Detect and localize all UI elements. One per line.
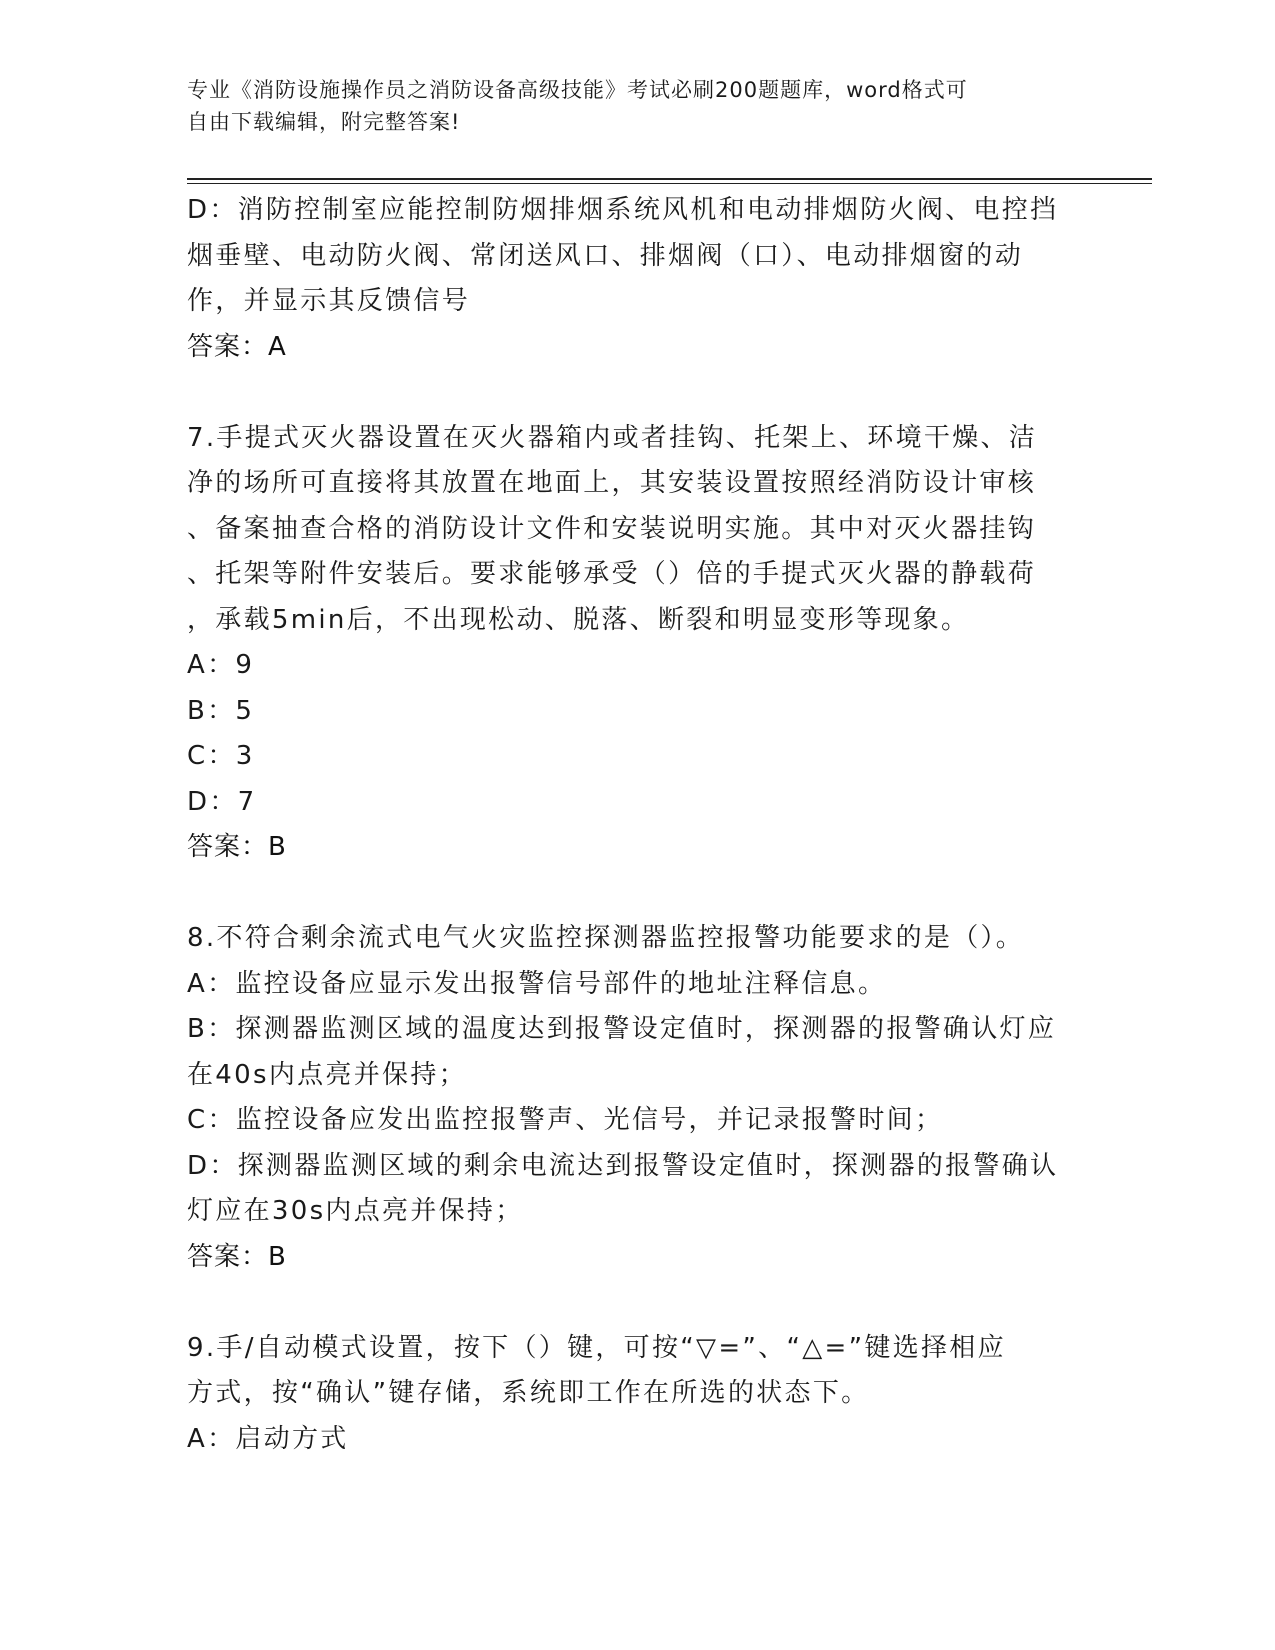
question-stem-line: 、托架等附件安装后。要求能够承受（）倍的手提式灭火器的静载荷 (187, 559, 1037, 589)
option-d: D：探测器监测区域的剩余电流达到报警设定值时，探测器的报警确认 (187, 1150, 1059, 1181)
option-b: B：5 (187, 695, 255, 726)
page-header (187, 74, 1067, 138)
question-stem-line: 9.手/自动模式设置，按下（）键，可按“▽=”、“△=”键选择相应 (187, 1332, 1006, 1363)
option-b-continued: 在40s内点亮并保持； (187, 1059, 467, 1090)
answer-7: 答案：B (187, 832, 287, 862)
option-a: A：监控设备应显示发出报警信号部件的地址注释信息。 (187, 968, 887, 999)
header-line-1: 专业《消防设施操作员之消防设备高级技能》考试必刷200题题库，word格式可 (187, 78, 968, 102)
question-stem-line: 方式，按“确认”键存储，系统即工作在所选的状态下。 (187, 1378, 870, 1408)
option-c: C：3 (187, 741, 255, 771)
option-a: A：启动方式 (187, 1423, 349, 1454)
question-6 (187, 188, 1077, 370)
question-stem-line: 7.手提式灭火器设置在灭火器箱内或者挂钩、托架上、环境干燥、洁 (187, 422, 1038, 453)
question-stem-line: 、备案抽查合格的消防设计文件和安装说明实施。其中对灭火器挂钩 (187, 513, 1037, 544)
spacer (187, 871, 1077, 917)
answer-6: 答案：A (187, 331, 287, 362)
header-line-2: 自由下载编辑，附完整答案! (187, 110, 461, 134)
option-b: B：探测器监测区域的温度达到报警设定值时，探测器的报警确认灯应 (187, 1014, 1057, 1044)
question-9 (187, 1326, 1077, 1463)
question-8 (187, 916, 1077, 1280)
option-a: A：9 (187, 650, 255, 680)
spacer (187, 370, 1077, 416)
question-7 (187, 416, 1077, 871)
option-d-continued: 灯应在30s内点亮并保持； (187, 1196, 524, 1226)
question-list (187, 188, 1077, 1462)
spacer (187, 1280, 1077, 1326)
question-stem-line: 8.不符合剩余流式电气火灾监控探测器监控报警功能要求的是（）。 (187, 923, 1025, 953)
header-divider (187, 178, 1152, 184)
answer-8: 答案：B (187, 1241, 287, 1272)
question-stem-line: 净的场所可直接将其放置在地面上，其安装设置按照经消防设计审核 (187, 468, 1037, 498)
option-c: C：监控设备应发出监控报警声、光信号，并记录报警时间； (187, 1105, 944, 1135)
option-d-line: 作，并显示其反馈信号 (187, 286, 471, 316)
option-d: D：7 (187, 786, 257, 817)
question-stem-line: ，承载5min后，不出现松动、脱落、断裂和明显变形等现象。 (187, 604, 970, 635)
option-d-line: D：消防控制室应能控制防烟排烟系统风机和电动排烟防火阀、电控挡 (187, 195, 1059, 225)
option-d-line: 烟垂壁、电动防火阀、常闭送风口、排烟阀（口）、电动排烟窗的动 (187, 240, 1024, 271)
